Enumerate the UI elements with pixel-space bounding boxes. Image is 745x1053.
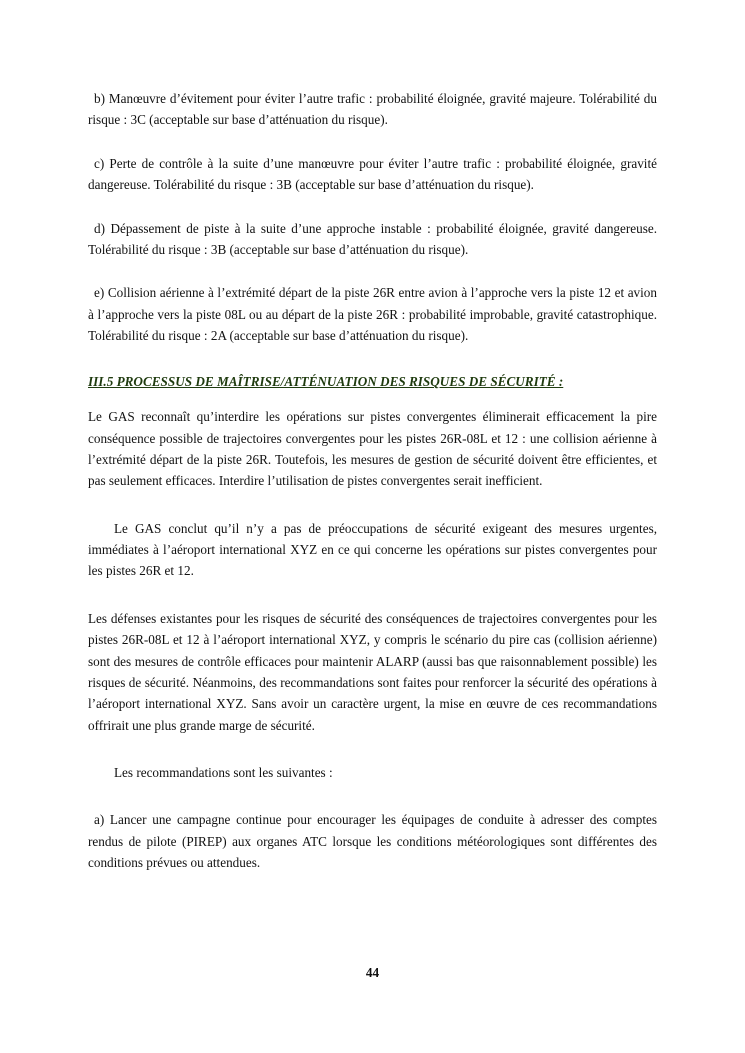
list-item-b: b) Manœuvre d’évitement pour éviter l’autre trafic : probabilité éloignée, gravité majeure. Tolérabilité du risque : 3C (acceptable sur base d’atténuation du risque). [88,91,657,128]
paragraph-gas-interdiction: Le GAS reconnaît qu’interdire les opérations sur pistes convergentes éliminerait efficacement la pire conséquence possible de trajectoires convergentes pour les pistes 26R-08L et 12 : une collision aérienne à l’extrémité départ de la piste 26R. Toutefois, les mesures de gestion de sécurité doivent être efficientes, et pas seulement efficaces. Interdire l’utilisation de pistes convergentes serait inefficient. [88,409,657,489]
paragraph-gas-conclusion: Le GAS conclut qu’il n’y a pas de préoccupations de sécurité exigeant des mesures urgentes, immédiates à l’aéroport international XYZ en ce qui concerne les opérations sur pistes convergentes pour les pistes 26R et 12. [88,520,657,579]
list-item-e: e) Collision aérienne à l’extrémité départ de la piste 26R entre avion à l’approche vers la piste 12 et avion à l’approche vers la piste 08L ou au départ de la piste 26R : probabilité improbable, gravité catastrophique. Tolérabilité du risque : 2A (acceptable sur base d’atténuation du risque). [88,285,657,343]
section-heading-iii-5: III.5 PROCESSUS DE MAÎTRISE/ATTÉNUATION DES RISQUES DE SÉCURITÉ : [88,374,564,390]
recommendation-item-a: a) Lancer une campagne continue pour encourager les équipages de conduite à adresser des comptes rendus de pilote (PIREP) aux organes ATC lorsque les conditions météorologiques sont différentes des conditions prévues ou attendues. [88,812,657,871]
paragraph-recommendations-intro: Les recommandations sont les suivantes : [114,765,333,781]
list-item-c: c) Perte de contrôle à la suite d’une manœuvre pour éviter l’autre trafic : probabilité éloignée, gravité dangereuse. Tolérabilité du risque : 3B (acceptable sur base d’atténuation du risque). [88,155,657,193]
page-number: 44 [365,965,380,980]
list-item-d: d) Dépassement de piste à la suite d’une approche instable : probabilité éloignée, gravité dangereuse. Tolérabilité du risque : 3B (acceptable sur base d’atténuation du risque). [88,220,657,257]
paragraph-existing-defences: Les défenses existantes pour les risques de sécurité des conséquences de trajectoires convergentes pour les pistes 26R-08L et 12 à l’aéroport international XYZ, y compris le scénario du pire cas (collision aérienne) sont des mesures de contrôle efficaces pour maintenir ALARP (aussi bas que raisonnablement possible) les risques de sécurité. Néanmoins, des recommandations sont faites pour renforcer la sécurité des opérations à l’aéroport international XYZ. Sans avoir un caractère urgent, la mise en œuvre de ces recommandations offrirait une plus grande marge de sécurité. [88,610,657,733]
